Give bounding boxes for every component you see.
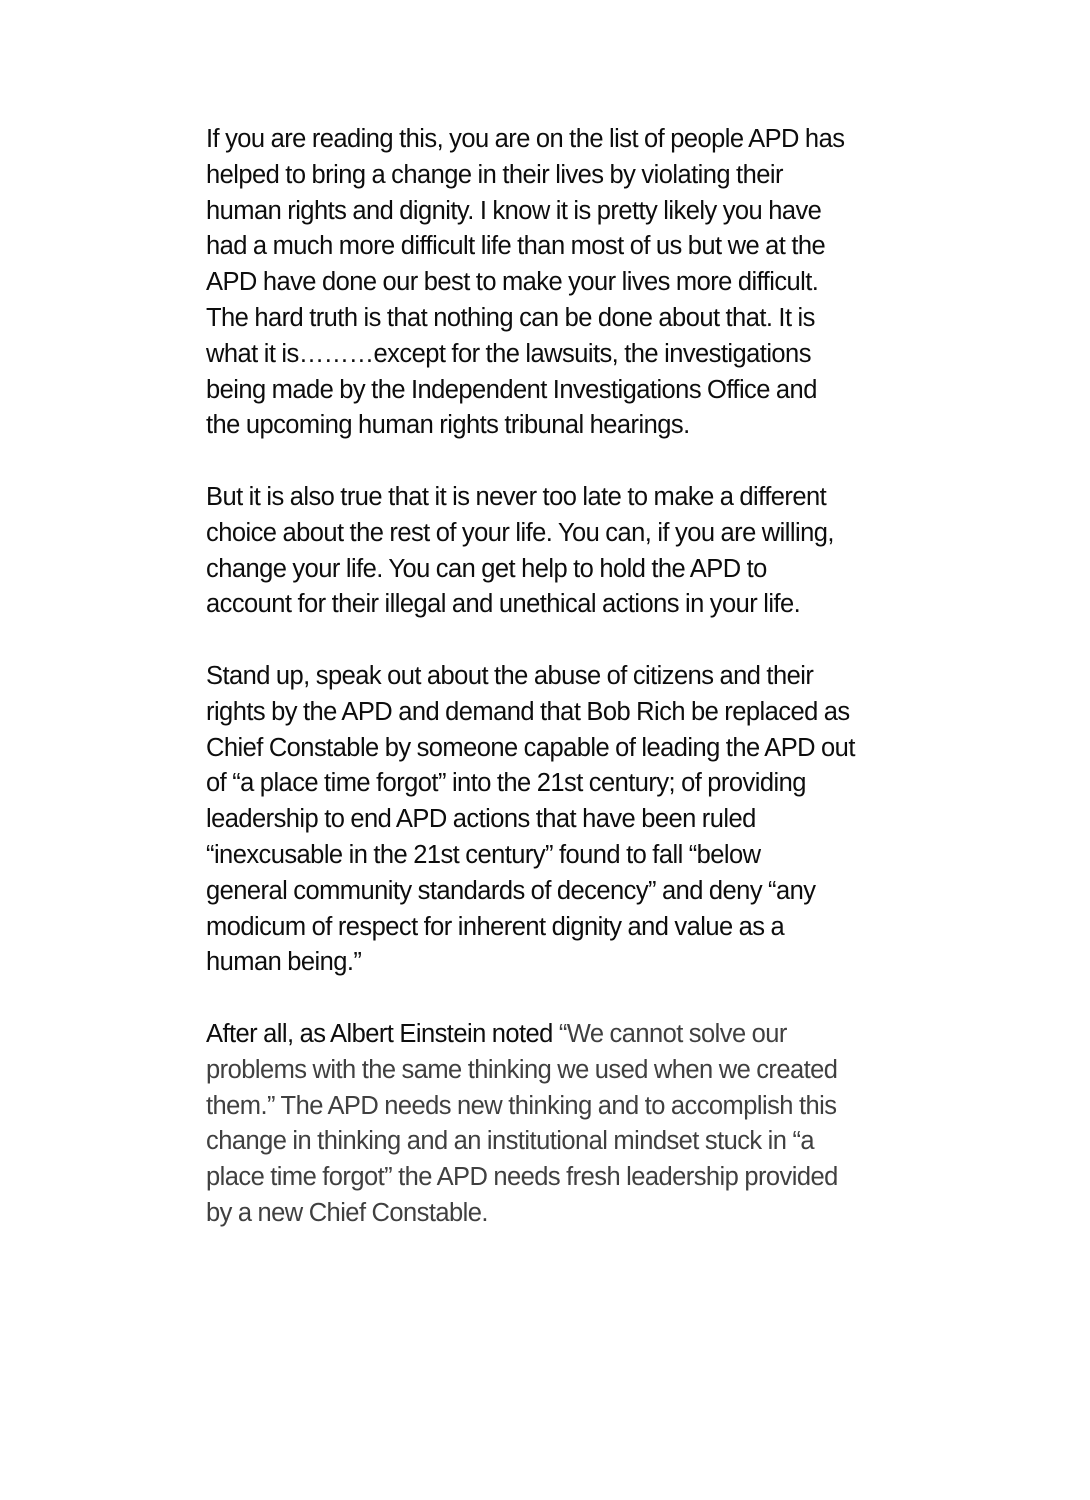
paragraph-intro: If you are reading this, you are on the list of people APD has helped to bring a change in their lives by violating their human rights and dignity. I know it is pretty likely you have had a much more difficult life than most of us but we at the APD have done our best to make your lives more difficult. The hard truth is that nothing can be done about that. It is what it is………except for the lawsuits, the investigations being made by the Independent Investigations Office and the upcoming human rights tribunal hearings.: [206, 125, 845, 440]
einstein-lead-text: After all, as Albert Einstein noted: [206, 1019, 559, 1048]
paragraph-einstein: [206, 1017, 926, 1232]
paragraph-change-choice: But it is also true that it is never too late to make a different choice about the rest of your life. You can, if you are willing, change your life. You can get help to hold the APD to account for their illegal and unethical actions in your life.: [206, 482, 834, 619]
einstein-quote-text: “We cannot solve our problems with the same thinking we used when we created them.” The APD needs new thinking and to accomplish this change in thinking and an institutional mindset stuck in “a place time forgot” the APD needs fresh leadership provided by a new Chief Constable.: [206, 1019, 838, 1227]
document-body: [206, 122, 926, 1268]
paragraph-stand-up: Stand up, speak out about the abuse of citizens and their rights by the APD and demand that Bob Rich be replaced as Chief Constable by someone capable of leading the APD out of “a place time forgot” into the 21st century; of providing leadership to end APD actions that have been ruled “inexcusable in the 21st century” found to fall “below general community standards of decency” and deny “any modicum of respect for inherent dignity and value as a human being.”: [206, 661, 855, 977]
